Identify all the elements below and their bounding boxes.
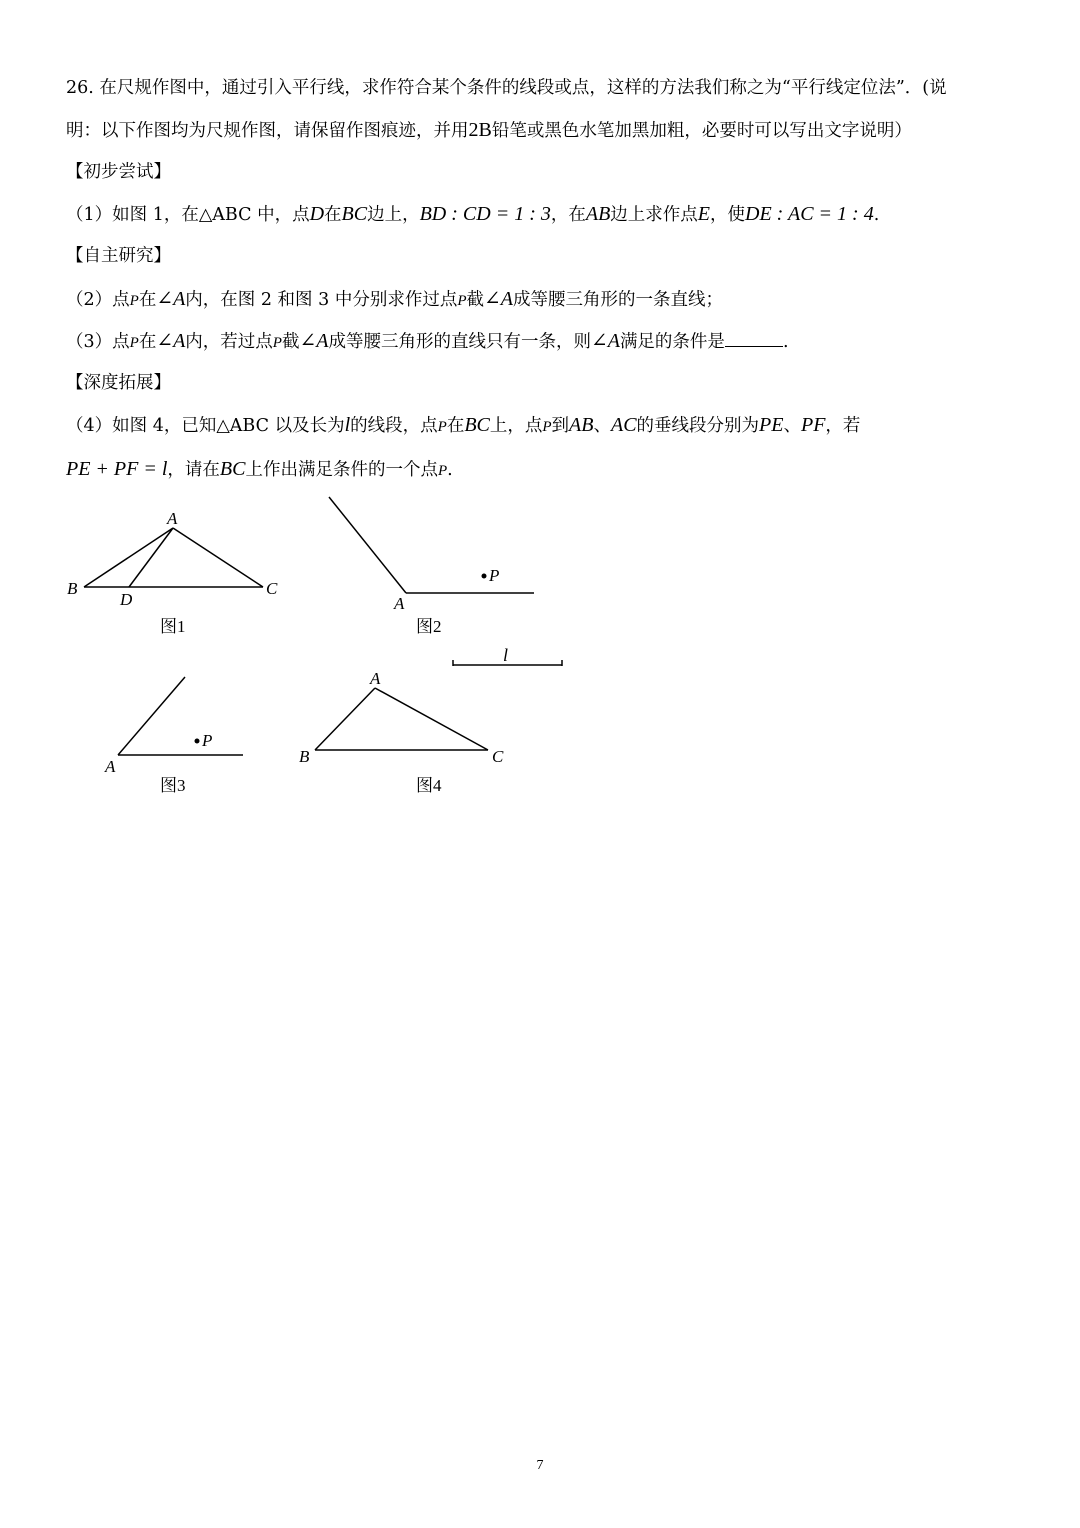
q4-AB: AB — [569, 414, 594, 436]
fig1-label-d: D — [120, 590, 133, 609]
fig1-caption: 图1 — [160, 617, 186, 636]
section3-label: 【深度拓展】 — [66, 373, 171, 393]
q3-angleA3: ∠A — [590, 330, 620, 352]
figure-2 — [329, 497, 534, 593]
q3-angleA2: ∠A — [299, 330, 329, 352]
q3-a: （3）点 — [66, 332, 130, 352]
q3-f: 满足的条件是 — [619, 332, 725, 352]
fig3-ray-upper — [118, 677, 185, 755]
q4-P: P — [437, 419, 447, 435]
fig1-side-ac — [173, 528, 263, 587]
q1-a: （1）如图 1，在△ABC 中，点 — [66, 205, 310, 225]
section1-label: 【初步尝试】 — [66, 162, 171, 182]
q2-angleA2: ∠A — [484, 288, 513, 310]
fig4-label-b: B — [299, 747, 310, 766]
q2-b: 在 — [138, 290, 157, 310]
fig4-label-c: C — [492, 747, 504, 766]
fig2-caption: 图2 — [416, 617, 442, 636]
q4-j: ，请在 — [167, 460, 220, 480]
fig3-label-p: P — [202, 731, 213, 750]
q2-c: 内，在图 2 和图 3 中分别求作过点 — [185, 290, 458, 310]
section2-label: 【自主研究】 — [66, 246, 171, 266]
q3-P2: P — [272, 335, 282, 351]
fig1-label-c: C — [266, 579, 278, 598]
fig4-side-ac — [375, 688, 488, 750]
q4-i: ，若 — [825, 416, 861, 436]
q2-P: P — [129, 293, 139, 309]
q2-P2: P — [457, 293, 467, 309]
q3-d: 截 — [281, 332, 300, 352]
intro-text-a: 26. 在尺规作图中，通过引入平行线，求作符合某个条件的线段或点，这样的方法我们称之为“平行线定位法”．(说 — [66, 78, 947, 98]
fig3-caption: 图3 — [160, 776, 186, 795]
figure-1 — [84, 528, 263, 587]
fig3-point-p — [195, 739, 200, 744]
q4-PF: PF — [800, 414, 826, 436]
q1-f: ，使 — [710, 205, 746, 225]
fig2-label-a: A — [394, 594, 405, 613]
page-number: 7 — [536, 1458, 544, 1473]
q2-a: （2）点 — [66, 290, 130, 310]
q4-f: 、 — [593, 416, 611, 436]
q2-angleA: ∠A — [156, 288, 186, 310]
q1-d: ，在 — [550, 205, 586, 225]
q1-D: D — [309, 203, 325, 225]
q1-ratio2: DE : AC = 1 : 4 — [745, 203, 874, 225]
fig2-point-p — [482, 574, 487, 579]
q3-e: 成等腰三角形的直线只有一条，则 — [328, 332, 591, 352]
q4-P2: P — [542, 419, 552, 435]
fig1-label-a: A — [167, 509, 178, 528]
intro-text-b2: 铅笔或黑色水笔加黑加粗，必要时可以写出文字说明） — [491, 121, 912, 141]
q4-c: 在 — [446, 416, 465, 436]
q4-BC2: BC — [219, 458, 246, 480]
intro-text-b1: 明：以下作图均为尺规作图，请保留作图痕迹，并用 — [66, 121, 469, 141]
intro-2b: 2B — [468, 119, 492, 141]
q4-l: l — [344, 414, 351, 436]
fig4-caption: 图4 — [416, 776, 442, 795]
q4-b: 的线段，点 — [350, 416, 438, 436]
fig1-segment-ad — [129, 528, 173, 587]
fig2-label-p: P — [489, 566, 500, 585]
q2-d: 截 — [466, 290, 484, 310]
q1-c: 边上， — [367, 205, 420, 225]
q4-BC: BC — [464, 414, 490, 436]
fig1-side-ab — [84, 528, 173, 587]
q4-d: 上，点 — [489, 416, 543, 436]
q4-e: 到 — [551, 416, 570, 436]
q4-AC: AC — [610, 414, 637, 436]
fig1-label-b: B — [67, 579, 78, 598]
q1-ratio1: BD : CD = 1 : 3 — [419, 203, 551, 225]
figure-3 — [118, 677, 243, 755]
q4-PE: PE — [759, 414, 784, 436]
q1-e: 边上求作点 — [610, 205, 698, 225]
q4-k: 上作出满足条件的一个点 — [245, 460, 438, 480]
q1-b: 在 — [324, 205, 342, 225]
fig4-side-ab — [315, 688, 375, 750]
figure-4 — [315, 688, 488, 750]
fig2-ray-upper — [329, 497, 406, 593]
q1-BC: BC — [341, 203, 368, 225]
q4-a: （4）如图 4，已知△ABC 以及长为 — [66, 416, 345, 436]
q4-P3: P — [437, 463, 448, 479]
q4-h: 、 — [783, 416, 801, 436]
q4-g: 的垂线段分别为 — [636, 416, 760, 436]
fig3-label-a: A — [105, 757, 116, 776]
q3-b: 在 — [138, 332, 157, 352]
q3-P: P — [129, 335, 139, 351]
q4-m: . — [447, 460, 453, 480]
q1-AB: AB — [585, 203, 611, 225]
q3-angleA: ∠A — [156, 330, 186, 352]
q2-e: 成等腰三角形的一条直线； — [512, 290, 723, 310]
q4-eq: PE + PF = l — [66, 458, 168, 480]
q3-c: 内，若过点 — [185, 332, 273, 352]
fig4-label-a: A — [370, 669, 381, 688]
q3-g: . — [782, 332, 789, 352]
segment-l-label: l — [503, 645, 509, 665]
q1-g: . — [873, 205, 880, 225]
q1-E: E — [697, 203, 711, 225]
